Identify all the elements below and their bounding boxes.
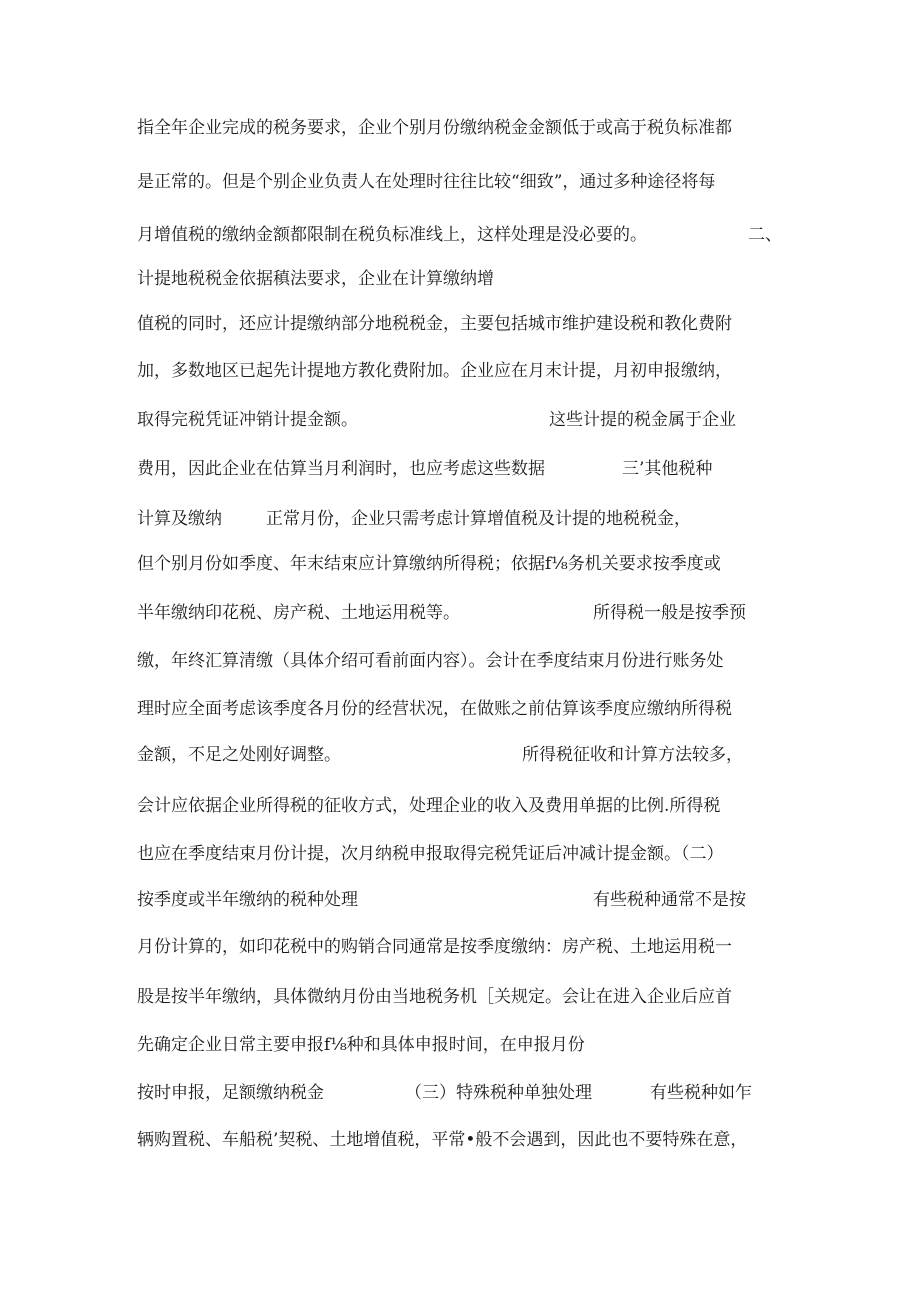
text-segment: 会计应依据企业所得税的征收方式，处理企业的收入及费用单据的比例.所得税 [137,796,721,816]
text-segment: 值税的同时，还应计提缴纳部分地税税金，主要包括城市维护建设税和教化费附 [137,314,732,334]
text-segment: 但个别月份如季度、年末结束应计算缴纳所得税；依据f⅛务机关要求按季度或 [137,554,721,574]
text-line [0,505,920,533]
text-segment: 计算及缴纳 [137,509,222,529]
text-line [0,455,920,483]
text-line [0,550,920,578]
text-line [0,265,920,293]
text-segment: 按季度或半年缴纳的税种处理 [137,890,358,910]
text-segment: 这些计提的税金属于企业 [549,410,736,430]
text-segment: 半年缴纳印花税、房产税、土地运用税等。 [137,603,460,623]
text-segment: 取得完税凭证冲销计提金额。 [137,410,358,430]
text-line [0,599,920,627]
text-segment: 费用，因此企业在估算当月利润时，也应考虑这些数据 [137,459,545,479]
text-segment: 辆购置税、车船税’契税、土地增值税，平常•般不会遇到，因此也不要特殊在意， [137,1130,748,1150]
text-segment: 有些税种如乍 [650,1083,752,1103]
text-line [0,840,920,868]
text-segment: 股是按半年缴纳，具体微纳月份由当地税务机［关规定。会让在进入企业后应首 [137,987,732,1007]
text-segment: 月份计算的，如印花税中的购销合同通常是按季度缴纳：房产税、土地运用税一 [137,937,732,957]
text-segment: 先确定企业日常主要申报f⅛种和具体申报时间，在申报月份 [137,1035,585,1055]
text-line [0,221,920,249]
text-line [0,741,920,769]
text-segment: 所得税一般是按季预 [593,603,746,623]
text-line [0,886,920,914]
text-segment: 缴，年终汇算清缴（具体介绍可看前面内容）。会计在季度结束月份进行账务处 [137,651,724,671]
text-line [0,1079,920,1107]
text-segment: 是正常的。但是个别企业负责人在处理时往往比较“细致”，通过多种途径将每 [137,172,716,192]
text-segment: 加，多数地区已起先计提地方教化费附加。企业应在月末计提，月初申报缴纳， [137,361,732,381]
text-line [0,114,920,142]
text-line [0,695,920,723]
text-segment: 也应在季度结束月份计提，次月纳税申报取得完税凭证后冲减计提金额。（二） [137,844,724,864]
text-segment: 二、 [748,225,782,245]
text-segment: 金额，不足之处刚好调整。 [137,745,341,765]
text-segment: 三’其他税种 [622,459,713,479]
text-line [0,1031,920,1059]
text-line [0,792,920,820]
text-line [0,168,920,196]
text-segment: 指全年企业完成的税务要求，企业个别月份缴纳税金金额低于或高于税负标准都 [137,118,732,138]
text-line [0,933,920,961]
text-line [0,1126,920,1154]
text-segment: 正常月份，企业只需考虑计算增值税及计提的地税税金， [266,509,691,529]
text-line [0,406,920,434]
text-segment: 按时申报，足额缴纳税金 [137,1083,324,1103]
text-line [0,310,920,338]
text-segment: 所得税征收和计算方法较多， [522,745,743,765]
text-segment: 有些税种通常不是按 [593,890,746,910]
text-segment: （三）特殊税种单独处理 [405,1083,592,1103]
text-segment: 计提地税税金依据稹法要求，企业在计算缴纳增 [137,269,494,289]
text-line [0,357,920,385]
text-line [0,647,920,675]
text-line [0,983,920,1011]
text-segment: 理时应全面考虑该季度各月份的经营状况，在做账之前估算该季度应缴纳所得税 [137,699,732,719]
text-segment: 月增值税的缴纳金额都限制在税负标准线上，这样处理是没必要的。 [137,225,647,245]
